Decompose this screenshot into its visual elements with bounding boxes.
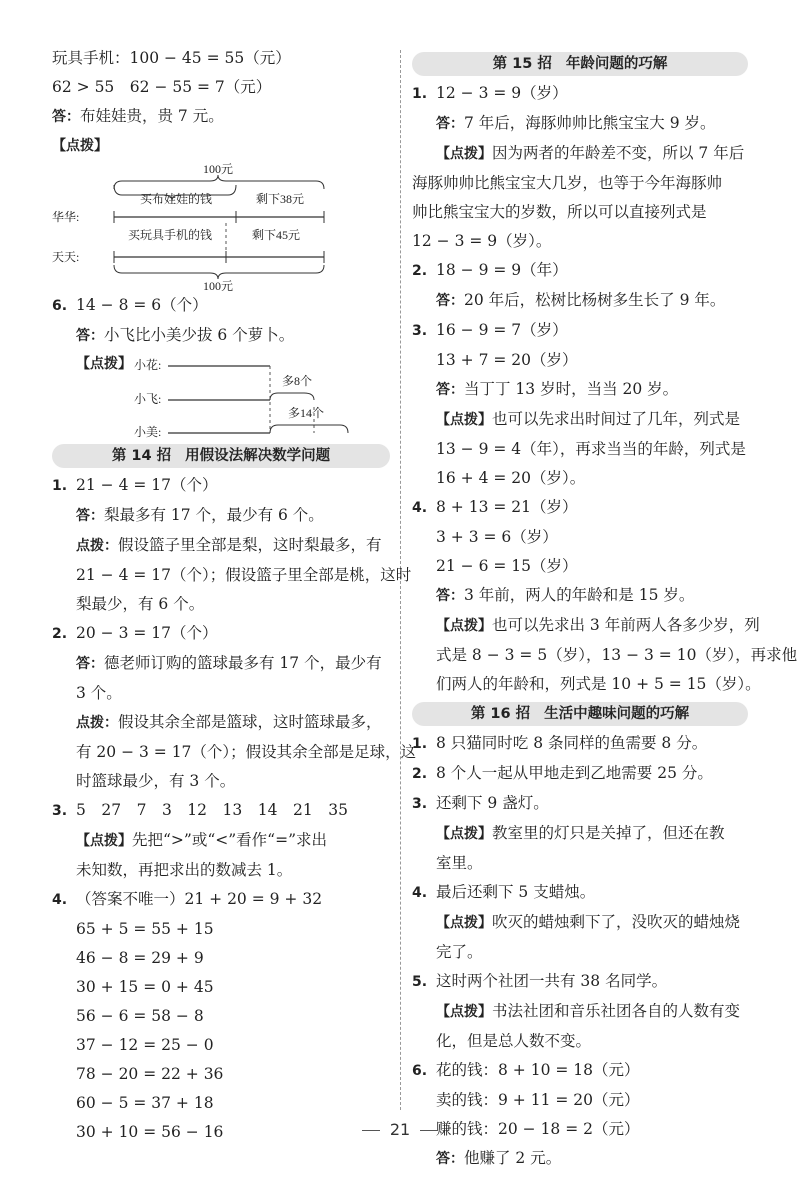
money-diagram [52,161,390,291]
answer-label: 答： [52,109,80,125]
equation-line: 30 + 15 = 0 + 45 [76,978,214,996]
carrot-diagram-wrap [52,351,390,441]
tip-label: 【点拨】 [52,138,108,154]
row1-name: 小花: [134,358,162,372]
row2-name: 天天: [52,250,80,264]
left-column: 玩具手机：100 − 45 = 55（元） 62 > 55 62 − 55 = 7（元） 答：布娃娃贵，贵 7 元。 【点拨】 100元 买布娃娃的钱 剩下38元 华华: 买玩具手机的钱 剩下45元 天天: 100元 6. 14 − 8 = 6（个） 答：小飞比小美少拔 6 个萝卜。 【点拨】 小花: 多8个 小飞: 多14个 小美: 第 14 招 用假设法解决数学问题 1. 21 − 4 = 17（个） 答：梨最多有 17 个，最少有 6 个。 点拨：假设篮子里全部是梨，这时梨最多，有 21 − 4 = 17（个）；假设篮子里全部是桃，这时 梨最少，有 6 个。 2. 20 − 3 = 17（个） 答：德老师订购的篮球最多有 17 个，最少有 3 个。 点拨：假设其余全部是篮球，这时篮球最多， 有 20 − 3 = 17（个）；假设其余全部是足球，这 时篮球最少，有 3 个。 3. 5 27 7 3 12 13 14 21 35 【点拨】先把“>”或“<”看作“=”求出 未知数，再把求出的数减去 1。 4. （答案不唯一）21 + 20 = 9 + 32 65 + 5 = 55 + 15 46 − 8 = 29 + 9 30 + 15 = 0 + 45 56 − 6 = 58 − 8 37 − 12 = 25 − 0 78 − 20 = 22 + 36 60 − 5 = 37 + 18 30 + 10 = 56 − 16 [52,44,390,1147]
question-3: 3. 还剩下 9 盏灯。 [412,794,549,812]
tip-label: 【点拨】 [76,356,132,372]
tian-part1-label: 买玩具手机的钱 [127,228,213,242]
answer-line: 答：布娃娃贵，贵 7 元。 [52,107,224,125]
equation-line: 30 + 10 = 56 − 16 [76,1123,224,1141]
question-4: 4. 8 + 13 = 21（岁） [412,498,578,516]
question-4: 4. （答案不唯一）21 + 20 = 9 + 32 [52,890,323,908]
equation-line: 37 − 12 = 25 − 0 [76,1036,214,1054]
equation-line: 65 + 5 = 55 + 15 [76,920,214,938]
equation-line: 56 − 6 = 58 − 8 [76,1007,204,1025]
answer-line: 玩具手机：100 − 45 = 55（元） [52,49,291,67]
hua-part2-label: 剩下38元 [255,192,305,206]
tian-part2-label: 剩下45元 [251,228,301,242]
section-banner-16: 第 16 招 生活中趣味问题的巧解 [412,702,748,726]
top-total-label: 100元 [202,162,234,176]
question-4: 4. 最后还剩下 5 支蜡烛。 [412,883,596,901]
equation-line: 46 − 8 = 29 + 9 [76,949,204,967]
bottom-total-label: 100元 [202,279,234,291]
question-5: 5. 这时两个社团一共有 38 名同学。 [412,972,668,990]
page-number: 21 [0,1120,800,1139]
question-1: 1. 21 − 4 = 17（个） [52,476,218,494]
answer-line: 答：小飞比小美少拔 6 个萝卜。 [76,326,295,344]
hua-part1-label: 买布娃娃的钱 [139,192,213,206]
section-banner-15: 第 15 招 年龄问题的巧解 [412,52,748,76]
section-banner-14: 第 14 招 用假设法解决数学问题 [52,444,390,468]
row3-name: 小美: [134,425,162,439]
question-1: 1. 8 只猫同时吃 8 条同样的鱼需要 8 分。 [412,734,708,752]
more1-label: 多8个 [282,374,313,388]
question-1: 1. 12 − 3 = 9（岁） [412,84,568,102]
question-2: 2. 18 − 9 = 9（年） [412,261,568,279]
question-2: 2. 8 个人一起从甲地走到乙地需要 25 分。 [412,764,713,782]
question-6: 6. 14 − 8 = 6（个） [52,296,208,314]
question-6: 6. 花的钱：8 + 10 = 18（元） [412,1061,640,1079]
equation-line: 78 − 20 = 22 + 36 [76,1065,224,1083]
question-2: 2. 20 − 3 = 17（个） [52,624,218,642]
row2-name: 小飞: [134,392,162,406]
equation-line: 60 − 5 = 37 + 18 [76,1094,214,1112]
carrot-diagram [52,351,390,441]
answer-line: 62 > 55 62 − 55 = 7（元） [52,78,272,96]
question-3: 3. 16 − 9 = 7（岁） [412,321,568,339]
more2-label: 多14个 [288,406,325,420]
right-column: 第 15 招 年龄问题的巧解 1. 12 − 3 = 9（岁） 答：7 年后，海豚帅帅比熊宝宝大 9 岁。 【点拨】因为两者的年龄差不变，所以 7 年后 海豚帅帅比熊宝宝大几岁，也等于今年海豚帅 帅比熊宝宝大的岁数，所以可以直接列式是 12 − 3 = 9（岁）。 2. 18 − 9 = 9（年） 答：20 年后，松树比杨树多生长了 9 年。 3. 16 − 9 = 7（岁） 13 + 7 = 20（岁） 答：当丁丁 13 岁时，当当 20 岁。 【点拨】也可以先求出时间过了几年，列式是 13 − 9 = 4（年），再求当当的年龄，列式是 16 + 4 = 20（岁）。 4. 8 + 13 = 21（岁） 3 + 3 = 6（岁） 21 − 6 = 15（岁） 答：3 年前，两人的年龄和是 15 岁。 【点拨】也可以先求出 3 年前两人各多少岁，列 式是 8 − 3 = 5（岁），13 − 3 = 10（岁），再求他 们两人的年龄和，列式是 10 + 5 = 15（岁）。 第 16 招 生活中趣味问题的巧解 1. 8 只猫同时吃 8 条同样的鱼需要 8 分。 2. 8 个人一起从甲地走到乙地需要 25 分。 3. 还剩下 9 盏灯。 【点拨】教室里的灯只是关掉了，但还在教 室里。 4. 最后还剩下 5 支蜡烛。 【点拨】吹灭的蜡烛剩下了，没吹灭的蜡烛烧 完了。 5. 这时两个社团一共有 38 名同学。 【点拨】书法社团和音乐社团各自的人数有变 化，但是总人数不变。 6. 花的钱：8 + 10 = 18（元） 卖的钱：9 + 11 = 20（元） 赚的钱：20 − 18 = 2（元） 答：他赚了 2 元。 [412,52,748,1174]
question-3: 3. 5 27 7 3 12 13 14 21 35 [52,801,348,819]
row1-name: 华华: [52,210,80,224]
